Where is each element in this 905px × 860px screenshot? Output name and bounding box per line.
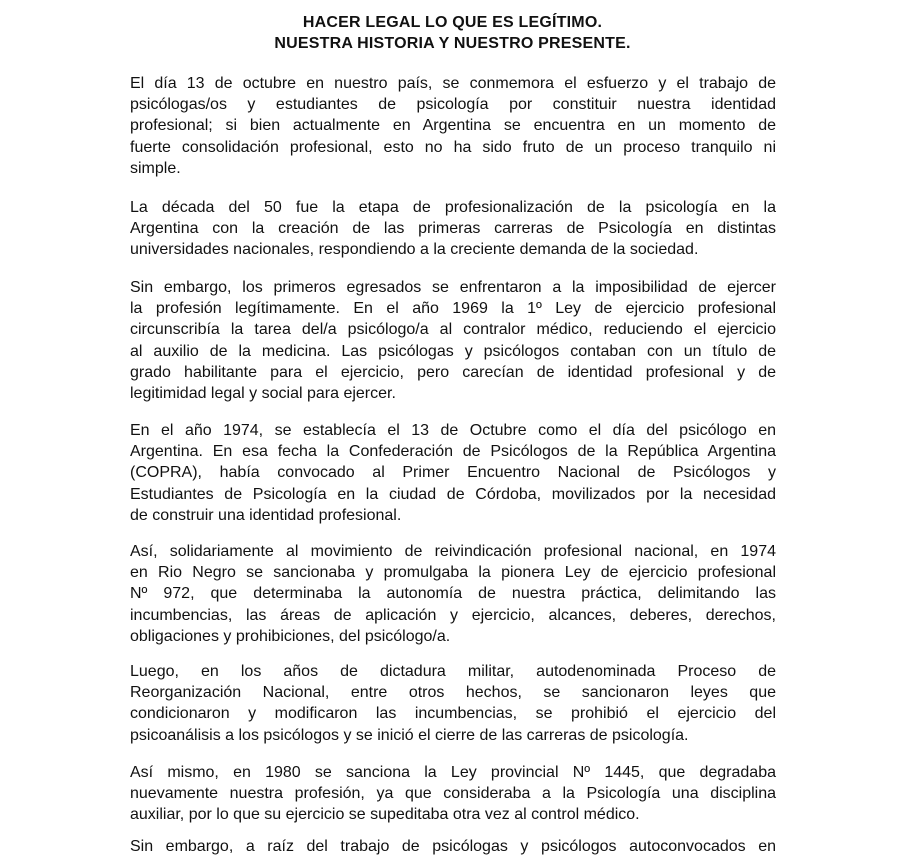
paragraph-line: Así mismo, en 1980 se sanciona la Ley provincial Nº 1445, que degradaba bbox=[130, 764, 776, 781]
paragraph-line: psicólogas/os y estudiantes de psicología por constituir nuestra identidad bbox=[130, 96, 776, 114]
paragraph-6 bbox=[130, 661, 776, 746]
paragraph-line: profesional; si bien actualmente en Argentina se encuentra en un momento de bbox=[130, 117, 776, 135]
paragraph-line: Sin embargo, los primeros egresados se enfrentaron a la imposibilidad de ejercer bbox=[130, 279, 776, 296]
paragraph-7 bbox=[130, 762, 776, 826]
paragraph-line: Así, solidariamente al movimiento de reivindicación profesional nacional, en 1974 bbox=[130, 543, 776, 560]
paragraph-line: En el año 1974, se establecía el 13 de Octubre como el día del psicólogo en bbox=[130, 422, 776, 439]
paragraph-8 bbox=[130, 836, 776, 857]
paragraph-line: incumbencias, las áreas de aplicación y ejercicio, alcances, deberes, derechos, bbox=[130, 606, 776, 624]
paragraph-line: nuevamente nuestra profesión, ya que consideraba a la Psicología una disciplina bbox=[130, 785, 776, 803]
paragraph-line: de construir una identidad profesional. bbox=[130, 506, 402, 524]
paragraph-line: legitimidad legal y social para ejercer. bbox=[130, 384, 396, 402]
paragraph-1 bbox=[130, 73, 776, 179]
paragraph-line: simple. bbox=[130, 159, 181, 177]
paragraph-4 bbox=[130, 420, 776, 526]
paragraph-line: circunscribía la tarea del/a psicólogo/a al contralor médico, reduciendo el ejercicio bbox=[130, 321, 776, 339]
paragraph-line: la profesión legítimamente. En el año 1969 la 1º Ley de ejercicio profesional bbox=[130, 300, 776, 318]
paragraph-line: grado habilitante para el ejercicio, pero carecían de identidad profesional y de bbox=[130, 363, 776, 381]
paragraph-line: obligaciones y prohibiciones, del psicólogo/a. bbox=[130, 627, 451, 645]
document-title-line-1: HACER LEGAL LO QUE ES LEGÍTIMO. bbox=[302, 14, 603, 31]
document-title-line-2: NUESTRA HISTORIA Y NUESTRO PRESENTE. bbox=[274, 35, 631, 52]
paragraph-line: Reorganización Nacional, entre otros hechos, se sancionaron leyes que bbox=[130, 684, 776, 702]
paragraph-line: El día 13 de octubre en nuestro país, se conmemora el esfuerzo y el trabajo de bbox=[130, 75, 776, 92]
paragraph-line: fuerte consolidación profesional, esto no ha sido fruto de un proceso tranquilo ni bbox=[130, 138, 776, 156]
paragraph-line: Luego, en los años de dictadura militar, autodenominada Proceso de bbox=[130, 663, 776, 680]
paragraph-line: Estudiantes de Psicología en la ciudad de Córdoba, movilizados por la necesidad bbox=[130, 485, 776, 503]
paragraph-5 bbox=[130, 541, 776, 647]
paragraph-line: Argentina. En esa fecha la Confederación de Psicólogos de la República Argentina bbox=[130, 443, 776, 461]
paragraph-line: en Rio Negro se sancionaba y promulgaba la pionera Ley de ejercicio profesional bbox=[130, 564, 776, 582]
paragraph-line: Sin embargo, a raíz del trabajo de psicólogas y psicólogos autoconvocados en bbox=[130, 838, 776, 855]
paragraph-line: Nº 972, que determinaba la autonomía de nuestra práctica, delimitando las bbox=[130, 585, 776, 603]
paragraph-line: universidades nacionales, respondiendo a la creciente demanda de la sociedad. bbox=[130, 241, 699, 259]
paragraph-line: condicionaron y modificaron las incumbencias, se prohibió el ejercicio del bbox=[130, 705, 776, 723]
paragraph-line: Argentina con la creación de las primeras carreras de Psicología en distintas bbox=[130, 220, 776, 238]
paragraph-3 bbox=[130, 277, 776, 404]
paragraph-line: (COPRA), había convocado al Primer Encuentro Nacional de Psicólogos y bbox=[130, 464, 776, 482]
paragraph-line: La década del 50 fue la etapa de profesionalización de la psicología en la bbox=[130, 199, 776, 216]
paragraph-line: al auxilio de la medicina. Las psicólogas y psicólogos contaban con un título de bbox=[130, 342, 776, 360]
paragraph-line: auxiliar, por lo que su ejercicio se supeditaba otra vez al control médico. bbox=[130, 806, 640, 824]
paragraph-line: psicoanálisis a los psicólogos y se inició el cierre de las carreras de psicología. bbox=[130, 726, 689, 744]
paragraph-2 bbox=[130, 197, 776, 261]
